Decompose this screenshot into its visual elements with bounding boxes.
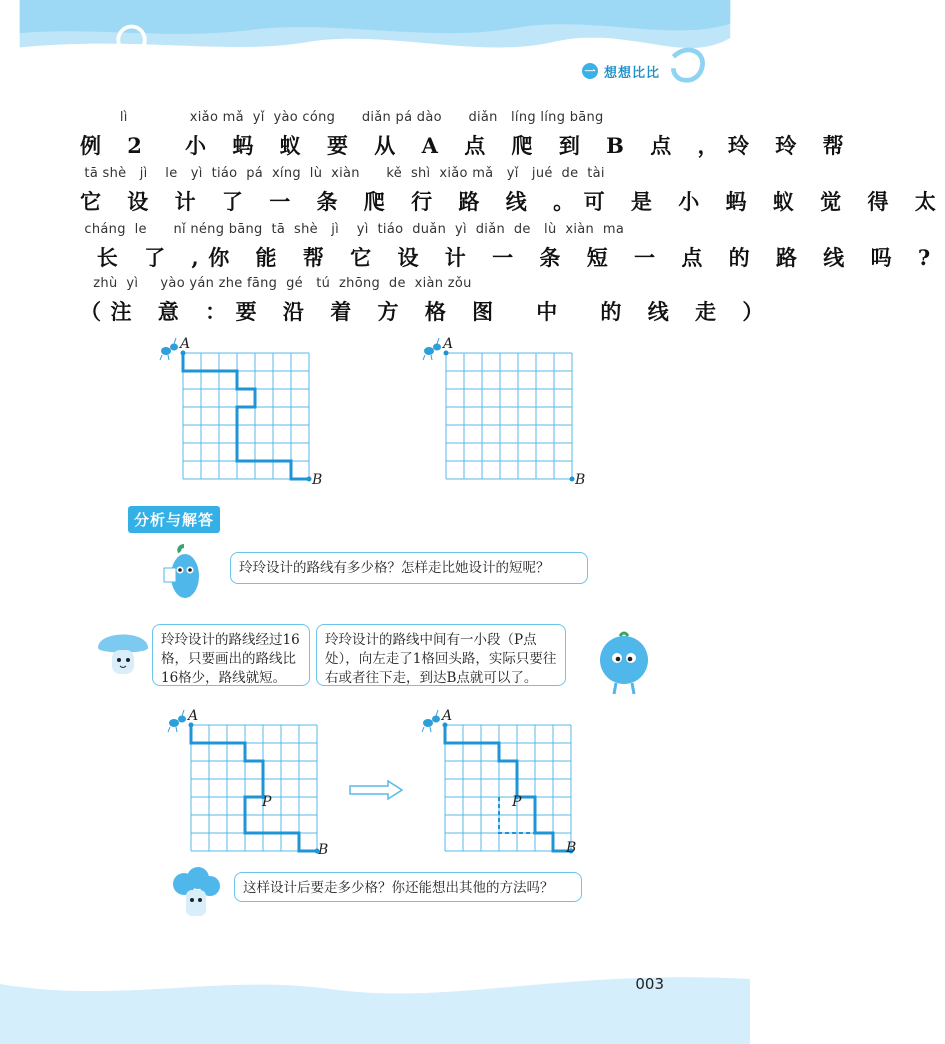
page-number: 003 (635, 975, 664, 993)
speech-bubble-right: 玲玲设计的路线中间有一小段（P点处），向左走了1格回头路，实际只要往右或者往下走，到达B点就可以了。 (316, 624, 566, 686)
analysis-label: 分析与解答 (128, 506, 220, 533)
point-a-label: A (443, 336, 454, 352)
point-a-label: A (180, 336, 191, 352)
text-line: （注 意 ：要 沿 着 方 格 图 中 的 线 走 ） (80, 299, 773, 324)
section-title: 想想比比 (604, 65, 661, 81)
pinyin-line: zhù yì yào yán zhe fāng gé tú zhōng de xiàn zǒu (80, 276, 472, 291)
grid-empty (413, 335, 593, 495)
grid-original-path (150, 335, 330, 495)
speech-bubble-question: 玲玲设计的路线有多少格？怎样走比她设计的短呢？ (230, 552, 588, 584)
point-b-label: B (575, 472, 586, 488)
speech-bubble-left: 玲玲设计的路线经过16格，只要画出的路线比16格少，路线就短。 (152, 624, 310, 686)
arrow-right-icon (348, 780, 404, 800)
text-line: 长 了 ,你 能 帮 它 设 计 一 条 短 一 点 的 路 线 吗 ? (80, 245, 940, 270)
ant-icon (168, 710, 186, 732)
ant-icon (160, 338, 178, 360)
grid-improved-path (412, 707, 592, 867)
text-line: 它 设 计 了 一 条 爬 行 路 线 。可 是 小 蚂 蚁 觉 得 太 (80, 189, 945, 214)
pinyin-line: tā shè jì le yì tiáo pá xíng lù xiàn kě shì xiǎo mǎ yǐ jué de tài (80, 166, 605, 181)
point-b-label: B (312, 472, 323, 488)
point-p-label: P (262, 794, 272, 810)
section-number: 一 (582, 63, 598, 79)
ant-icon (423, 338, 441, 360)
bottom-wave-decoration (0, 954, 750, 1044)
pinyin-line: lì xiǎo mǎ yǐ yào cóng diǎn pá dào diǎn líng líng bāng (80, 110, 604, 125)
point-b-label: B (318, 842, 329, 858)
speech-bubble-final: 这样设计后要走多少格？你还能想出其他的方法吗？ (234, 872, 582, 902)
broccoli-character-icon (166, 866, 226, 928)
point-a-label: A (188, 708, 199, 724)
mushroom-character-icon (92, 622, 154, 686)
eggplant-character-icon (160, 542, 210, 606)
point-b-label: B (566, 840, 577, 856)
point-a-label: A (442, 708, 453, 724)
section-header (582, 62, 660, 80)
text-line: 例 2 小 蚂 蚁 要 从 A 点 爬 到 B 点 ，玲 玲 帮 (80, 133, 854, 158)
tomato-character-icon (590, 628, 660, 698)
pinyin-line: cháng le nǐ néng bāng tā shè jì yì tiáo duǎn yì diǎn de lù xiàn ma (80, 222, 625, 237)
grid-path-with-p (158, 707, 338, 867)
ant-icon (422, 710, 440, 732)
point-p-label: P (512, 794, 522, 810)
